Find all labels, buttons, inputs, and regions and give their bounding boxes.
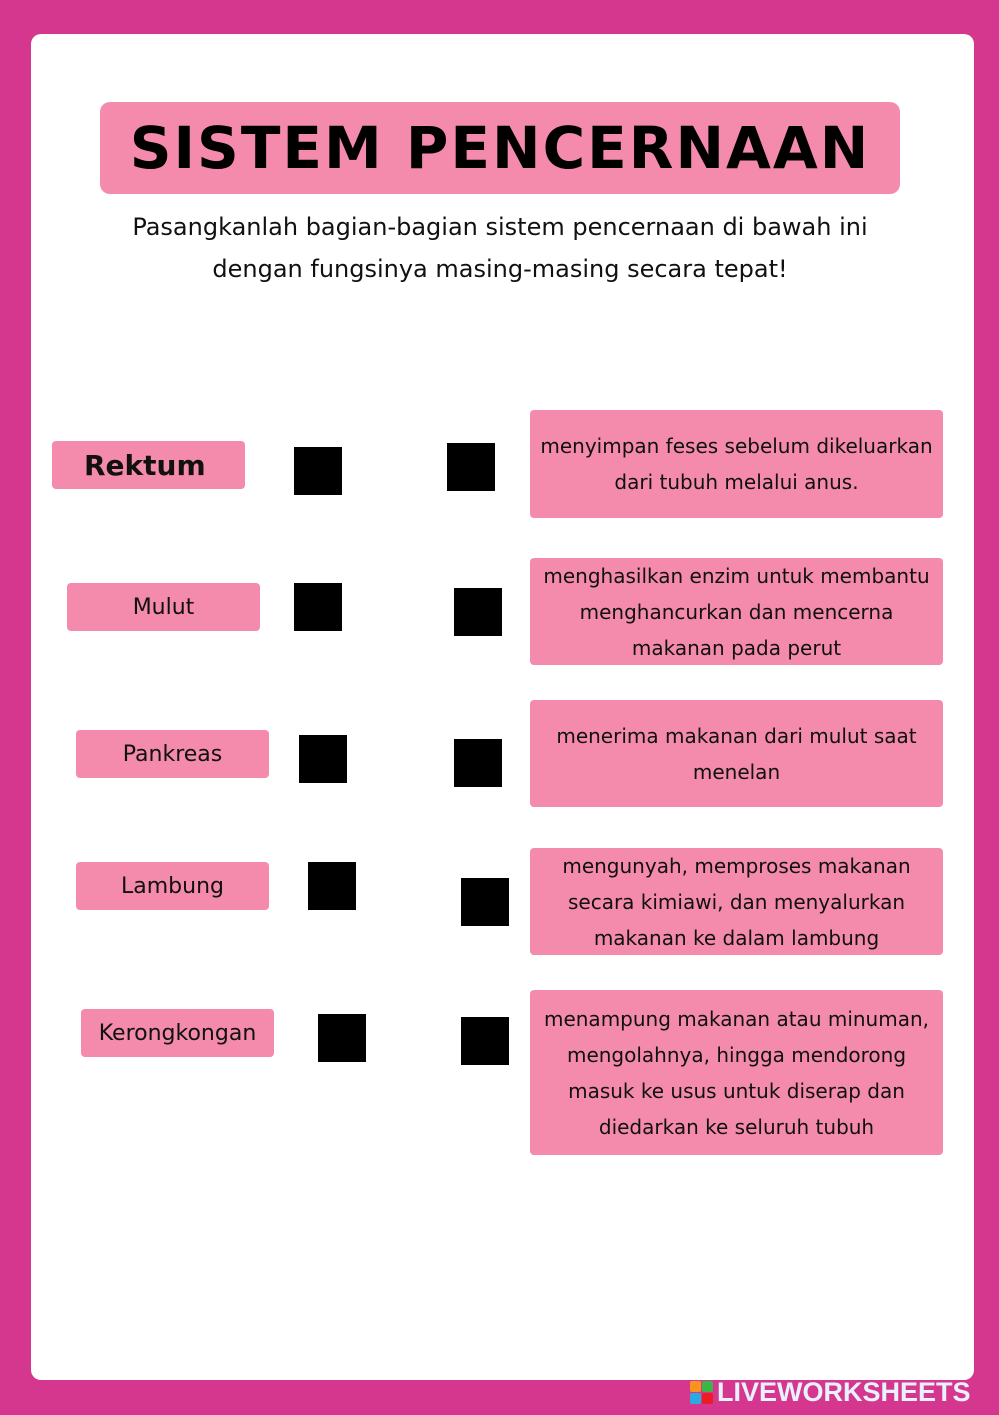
description-4: mengunyah, memproses makanan secara kimiawi, dan menyalurkan makanan ke dalam lambung <box>530 848 943 955</box>
right-connector-1[interactable] <box>447 443 495 491</box>
left-connector-lambung[interactable] <box>308 862 356 910</box>
description-1: menyimpan feses sebelum dikeluarkan dari tubuh melalui anus. <box>530 410 943 518</box>
title-banner <box>100 102 900 194</box>
instruction-line-2: dengan fungsinya masing-masing secara tepat! <box>212 255 788 283</box>
right-connector-3[interactable] <box>454 739 502 787</box>
instruction-text <box>100 206 900 290</box>
left-connector-mulut[interactable] <box>294 583 342 631</box>
term-rektum: Rektum <box>52 441 245 489</box>
instruction-line-1: Pasangkanlah bagian-bagian sistem pencernaan di bawah ini <box>132 213 868 241</box>
description-5: menampung makanan atau minuman, mengolahnya, hingga mendorong masuk ke usus untuk diserap dan diedarkan ke seluruh tubuh <box>530 990 943 1155</box>
description-3: menerima makanan dari mulut saat menelan <box>530 700 943 807</box>
term-kerongkongan: Kerongkongan <box>81 1009 274 1057</box>
liveworksheets-logo-icon <box>690 1381 713 1404</box>
term-mulut: Mulut <box>67 583 260 631</box>
term-lambung: Lambung <box>76 862 269 910</box>
right-connector-5[interactable] <box>461 1017 509 1065</box>
liveworksheets-brand-text: LIVEWORKSHEETS <box>717 1376 971 1407</box>
term-pankreas: Pankreas <box>76 730 269 778</box>
right-connector-4[interactable] <box>461 878 509 926</box>
liveworksheets-logo <box>690 1376 971 1408</box>
page-title: SISTEM PENCERNAAN <box>129 114 871 182</box>
left-connector-rektum[interactable] <box>294 447 342 495</box>
left-connector-kerongkongan[interactable] <box>318 1014 366 1062</box>
right-connector-2[interactable] <box>454 588 502 636</box>
left-connector-pankreas[interactable] <box>299 735 347 783</box>
description-2: menghasilkan enzim untuk membantu menghancurkan dan mencerna makanan pada perut <box>530 558 943 665</box>
